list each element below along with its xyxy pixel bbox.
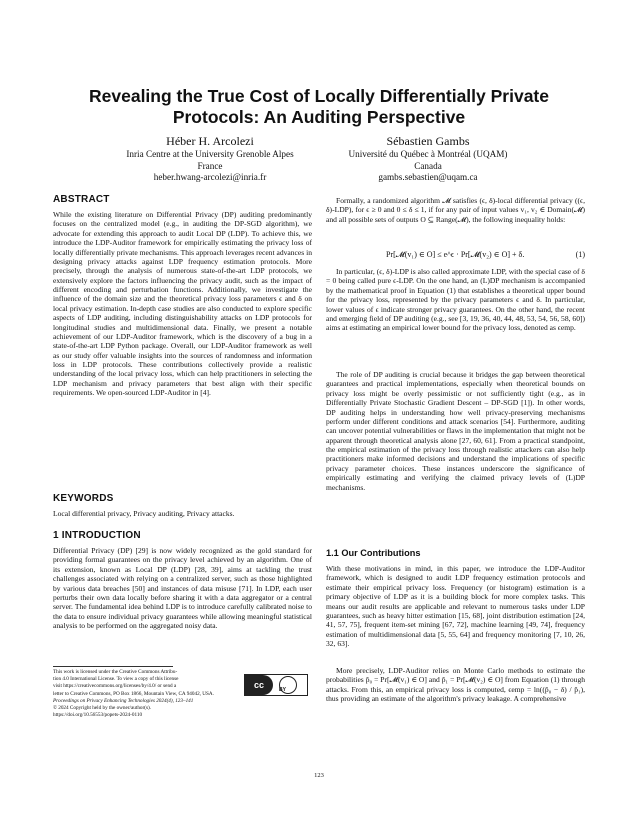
definition-paragraph: Formally, a randomized algorithm 𝓜 satisfies (ϵ, δ)-local differential privacy ((ϵ, δ)-LDP), for ϵ ≥ 0 and 0 ≤ δ ≤ 1, if for any pair of input values v₁, v₂ ∈ Domain(𝓜) and all possible sets of outputs O ⊆ Range(𝓜), the following inequality holds: xyxy=(326,196,585,224)
contributions-heading: 1.1 Our Contributions xyxy=(326,548,421,558)
footnote-line: letter to Creative Commons, PO Box 1866, Mountain View, CA 94042, USA. xyxy=(53,690,214,697)
footnote-line: tion 4.0 International License. To view a copy of this license xyxy=(53,676,179,683)
author-name: Héber H. Arcolezi xyxy=(166,134,254,148)
abstract-text: While the existing literature on Differential Privacy (DP) auditing predominantly focuses on the centralized model (e.g., in auditing the DP-SGD algorithm), we advocate for extending this approach to audit Local DP (LDP). To achieve this, we introduce the LDP-Auditor framework for empirically estimating the privacy loss of locally differentially private mechanisms. This approach leverages recent advances in designing privacy attacks against LDP frequency estimation protocols. More precisely, through the analysis of numerous state-of-the-art LDP protocols, we extensively explore the factors influencing the privacy audit, such as the impact of different encoding and perturbation functions. Additionally, we investigate the influence of the domain size and the theoretical privacy loss parameters ϵ and δ on local privacy estimation. In-depth case studies are also conducted to explore specific aspects of LDP auditing, including distinguishability attacks on LDP protocols for longitudinal studies and multidimensional data. Finally, we present a notable achievement of our LDP-Auditor framework, which is the discovery of a bug in a state-of-the-art LDP Python package. Overall, our LDP-Auditor framework as well as our study offer valuable insights into the sources of randomness and information loss in LDP protocols. These contributions collectively provide a realistic understanding of the local privacy loss, which can help practitioners in selecting the LDP mechanism and privacy parameters that best align with their specific requirements. We open-sourced LDP-Auditor in [4]. xyxy=(53,210,312,398)
footnote-line: visit https://creativecommons.org/licenses/by/4.0/ or send a xyxy=(53,683,177,690)
author-country: France xyxy=(197,160,223,171)
author-2 xyxy=(298,134,558,184)
footnote-line: This work is licensed under the Creative Commons Attribu- xyxy=(53,669,178,675)
creative-commons-badge xyxy=(244,674,308,696)
equation-body: Pr[𝓜(v₁) ∈ O] ≤ e^ϵ · Pr[𝓜(v₂) ∈ O] + δ. xyxy=(386,250,525,259)
abstract-heading: ABSTRACT xyxy=(53,194,110,205)
keywords-text: Local differential privacy, Privacy auditing, Privacy attacks. xyxy=(53,509,235,518)
cc-by-label: BY xyxy=(279,687,286,693)
monte-carlo-paragraph: More precisely, LDP-Auditor relies on Monte Carlo methods to estimate the probabilities p̂₀ = Pr[𝓜(v₁) ∈ O] and p̂₁ = Pr[𝓜(v₂) ∈ O] from Equation (1) through attacks. From this, an empirical privacy loss is computed, ϵemp = ln((p̂₀ − δ) / p̂₁), thus providing an estimate of the algorithm's privacy leakage. A comprehensive xyxy=(326,666,585,704)
footnote-line: https://doi.org/10.56553/popets-2024-0110 xyxy=(53,712,143,719)
ldp-paragraph: In particular, (ϵ, δ)-LDP is also called approximate LDP, with the special case of δ = 0 being called pure ϵ-LDP. On the one hand, an (L)DP mechanism is accompanied by the mathematical proof in Equation (1) that establishes a theoretical upper bound for the privacy loss, represented by the privacy parameters ϵ and δ. In particular, lower values of ϵ indicate stronger privacy guarantees. On the other hand, the recent and emerging field of DP auditing (e.g., see [3, 19, 36, 40, 44, 48, 53, 54, 56, 58, 60]) aims at estimating an empirical lower bound for the privacy loss, denoted as ϵemp. xyxy=(326,267,585,333)
author-email: gambs.sebastien@uqam.ca xyxy=(378,172,478,183)
paper-title: Revealing the True Cost of Locally Differentially Private Protocols: An Auditing Perspective xyxy=(89,86,549,127)
introduction-heading: 1 INTRODUCTION xyxy=(53,530,141,541)
footnote-line: Proceedings on Privacy Enhancing Technologies 2024(4), 123–141 xyxy=(53,697,194,704)
auditing-paragraph: The role of DP auditing is crucial because it bridges the gap between theoretical guarantees and practical implementations, especially when theoretical bounds on privacy loss might be overly pessimistic or not sufficiently tight (e.g., as in Differentially Private Stochastic Gradient Descent – DP-SGD [1]). In other words, DP auditing helps in understanding how well privacy-preserving mechanisms perform under different conditions and attack scenarios [54]. Furthermore, auditing can uncover potential vulnerabilities or flaws in the implementation that might not be apparent through theoretical analysis alone [27, 60, 61]. From a practical standpoint, the empirical estimation of the privacy loss through realistic attackers can also help practitioners make informed decisions and understand the implications of specific privacy parameter choices. These instances underscore the significance of empirically estimating and verifying the claimed privacy levels of (L)DP mechanisms. xyxy=(326,370,585,492)
keywords-heading: KEYWORDS xyxy=(53,493,114,504)
introduction-paragraph: Differential Privacy (DP) [29] is now widely recognized as the gold standard for providing formal guarantees on the privacy level achieved by an algorithm. One of its extension, known as Local DP (LDP) [28, 39], aims at tackling the trust challenges associated with relying on a centralized server, such as those highlighted by various data breaches [50] and instances of data misuse [71]. In LDP, each user perturbs their own data locally before sharing it with a data aggregator or a central server. The fundamental idea behind LDP is to introduce carefully calibrated noise to the data to ensure individual privacy guarantees while allowing meaningful statistical analysis to be performed on the aggregated noisy data. xyxy=(53,546,312,630)
author-name: Sébastien Gambs xyxy=(386,134,470,148)
cc-icon: cc xyxy=(245,675,273,695)
equation-number: (1) xyxy=(575,250,585,259)
page-number: 123 xyxy=(314,772,324,779)
footnote-rule xyxy=(53,666,173,667)
footnote-line: © 2024 Copyright held by the owner/author(s). xyxy=(53,705,152,712)
author-email: heber.hwang-arcolezi@inria.fr xyxy=(153,172,267,183)
contributions-paragraph: With these motivations in mind, in this paper, we introduce the LDP-Auditor framework, which is designed to audit LDP frequency estimation protocols and estimate their empirical privacy loss. Frequency (or histogram) estimation is a primary objective of LDP as it is a building block for more complex tasks. This means our audit results are applicable and relevant to numerous tasks under LDP guarantees, such as heavy hitter estimation [15, 68], joint distribution estimation [24, 41, 57, 75], frequent item-set mining [67, 72], machine learning [49, 74], frequency estimation of multidimensional data [5, 55, 64] and frequency monitoring [7, 10, 26, 32, 63]. xyxy=(326,564,585,648)
author-affiliation: Inria Centre at the University Grenoble Alpes xyxy=(126,149,294,159)
author-country: Canada xyxy=(414,160,442,171)
author-affiliation: Université du Québec à Montréal (UQAM) xyxy=(348,149,508,159)
